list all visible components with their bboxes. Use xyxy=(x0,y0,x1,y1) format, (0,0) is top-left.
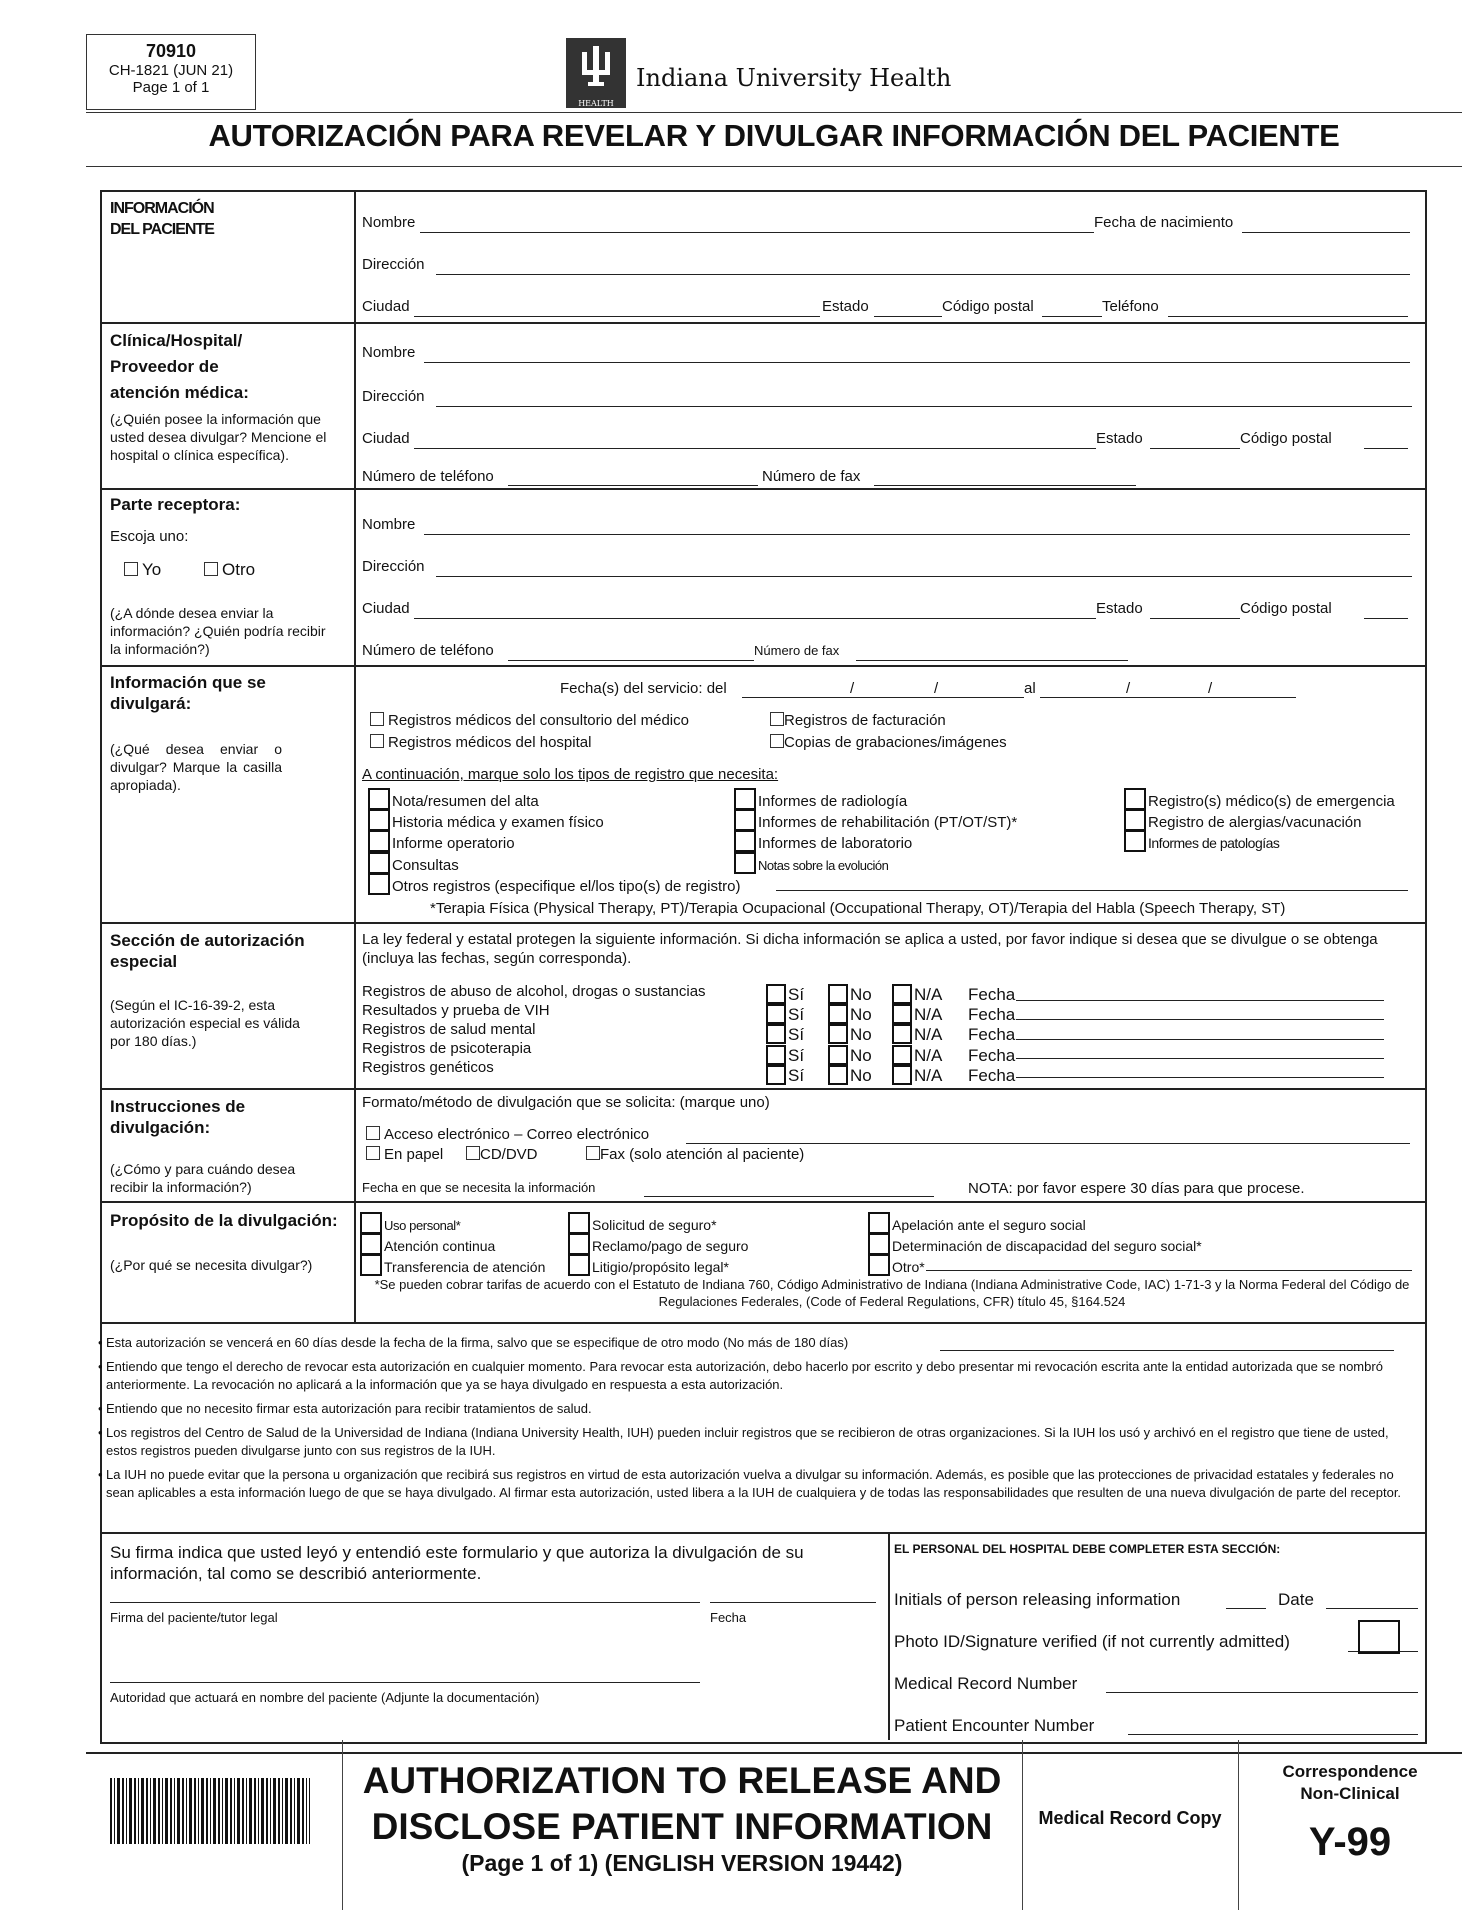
checkbox[interactable] xyxy=(370,712,384,726)
format-electronic[interactable] xyxy=(366,1126,649,1143)
no-checkbox[interactable] xyxy=(828,1065,848,1085)
fecha-label: Fecha xyxy=(968,1005,1016,1025)
patient-signature-field[interactable] xyxy=(110,1602,700,1603)
special-item: Registros de abuso de alcohol, drogas o sustancias xyxy=(362,983,706,1000)
purpose-note: (¿Por qué se necesita divulgar?) xyxy=(110,1257,313,1273)
option-label: Litigio/propósito legal* xyxy=(592,1259,729,1275)
provider-phone-field[interactable] xyxy=(508,485,758,486)
recipient-phone-label: Número de teléfono xyxy=(362,642,494,659)
form-number: 70910 xyxy=(145,41,197,61)
special-date-field[interactable] xyxy=(1016,1019,1384,1020)
recipient-otro-option[interactable] xyxy=(204,560,255,580)
option-label: Registros de facturación xyxy=(784,712,946,729)
patient-name-label: Nombre xyxy=(362,214,416,231)
row-divider xyxy=(100,1088,1425,1090)
rec-radiology[interactable] xyxy=(734,788,907,810)
si-checkbox[interactable] xyxy=(766,1045,786,1065)
option-label: Otro* xyxy=(892,1259,925,1275)
checkbox[interactable] xyxy=(770,712,784,726)
label-column-divider xyxy=(354,190,356,1322)
row-divider xyxy=(100,488,1425,490)
checkbox[interactable] xyxy=(368,873,390,895)
bullet-no-sign-needed: • Entiendo que no necesito firmar esta autorización para recibir tratamientos de salud. xyxy=(106,1400,1406,1418)
footer-code: Y-99 xyxy=(1308,1820,1392,1864)
rec-consults[interactable] xyxy=(368,852,459,874)
recipient-address-field[interactable] xyxy=(436,576,1412,577)
checkbox[interactable] xyxy=(568,1233,590,1255)
checkbox[interactable] xyxy=(734,852,756,874)
patient-zip-field[interactable] xyxy=(1042,316,1102,317)
na-checkbox[interactable] xyxy=(892,984,912,1004)
na-checkbox[interactable] xyxy=(892,1065,912,1085)
signature-divider xyxy=(888,1532,890,1740)
staff-mrn-label: Medical Record Number xyxy=(894,1674,1078,1693)
bullet-expiry: • Esta autorización se vencerá en 60 días desde la fecha de la firma, salvo que se especifique de otro modo (No más de 180 días) xyxy=(106,1334,1406,1352)
special-item: Registros de salud mental xyxy=(362,1021,536,1038)
rec-rehab[interactable] xyxy=(734,809,1017,831)
option-label: Registro(s) médico(s) de emergencia xyxy=(1148,793,1395,810)
footer-nonclinical: Non-Clinical xyxy=(1300,1784,1400,1803)
provider-state-label: Estado xyxy=(1096,430,1143,447)
record-types-label: A continuación, marque solo los tipos de registro que necesita: xyxy=(362,766,779,783)
footer-title-2: DISCLOSE PATIENT INFORMATION xyxy=(371,1806,993,1847)
checkbox[interactable] xyxy=(204,562,218,576)
checkbox[interactable] xyxy=(586,1146,600,1160)
staff-photo-label: Photo ID/Signature verified (if not currently admitted) xyxy=(894,1632,1290,1651)
purpose-heading: Propósito de la divulgación: xyxy=(110,1211,338,1230)
gen-office-records[interactable] xyxy=(370,712,689,729)
signature-date-label: Fecha xyxy=(710,1610,747,1625)
iu-logo xyxy=(566,38,626,108)
option-label: Fax (solo atención al paciente) xyxy=(600,1146,805,1163)
row-divider xyxy=(100,322,1425,324)
row-divider xyxy=(100,1532,1425,1534)
rec-progress-notes[interactable] xyxy=(734,852,888,874)
divider xyxy=(86,112,1462,113)
si-checkbox[interactable] xyxy=(766,1024,786,1044)
staff-initials-field[interactable] xyxy=(1226,1608,1266,1609)
trident-icon xyxy=(566,38,626,94)
signature-statement: Su firma indica que usted leyó y entendió este formulario y que autoriza la divulgación de su información, tal como se describió anteriormente. xyxy=(110,1543,804,1583)
footer-col-divider xyxy=(1238,1740,1239,1910)
photo-verified-checkbox[interactable] xyxy=(1358,1620,1400,1654)
option-label: En papel xyxy=(384,1146,444,1163)
brand-name: Indiana University Health xyxy=(636,64,952,92)
purpose-other-field[interactable] xyxy=(926,1270,1412,1271)
special-choice-row xyxy=(766,1065,1015,1085)
option-label: Historia médica y examen físico xyxy=(392,814,604,831)
rec-pathology[interactable] xyxy=(1124,830,1279,852)
row-divider xyxy=(100,922,1425,924)
special-choice-row xyxy=(766,1045,1015,1065)
bullet-iuh-records: • Los registros del Centro de Salud de la Universidad de Indiana (Indiana University Health, IUH) pueden incluir registros que se recibieron de otras organizaciones. Si la IUH los usó y archivó en el registro que tiene de usted, estos registros pueden divulgarse junto con sus registros de la IUH. xyxy=(106,1424,1406,1460)
si-label: Sí xyxy=(788,985,805,1004)
checkbox[interactable] xyxy=(770,734,784,748)
option-label: Apelación ante el seguro social xyxy=(892,1217,1086,1233)
info-heading: Información que se divulgará: xyxy=(110,673,266,713)
purpose-legal[interactable] xyxy=(568,1254,729,1276)
special-items xyxy=(362,982,706,1077)
special-heading: Sección de autorización especial xyxy=(110,931,305,971)
checkbox[interactable] xyxy=(734,809,756,831)
no-label: No xyxy=(850,1045,872,1065)
authority-signature-field[interactable] xyxy=(110,1682,700,1683)
checkbox[interactable] xyxy=(370,734,384,748)
signature-date-field[interactable] xyxy=(710,1602,876,1603)
staff-pen-field[interactable] xyxy=(1128,1734,1418,1735)
checkbox[interactable] xyxy=(368,809,390,831)
no-label: No xyxy=(850,985,872,1004)
bullet-revoke: • Entiendo que tengo el derecho de revocar esta autorización en cualquier momento. Para revocar esta autorización, debo hacerlo por escrito y debo presentar mi revocación escrita ante la entidad autorizada que se nombró anteriormente. La revocación no aplicará a la información que ya se haya divulgado en respuesta a esta autorización. xyxy=(106,1358,1406,1394)
si-checkbox[interactable] xyxy=(766,1004,786,1024)
purpose-ss-disability[interactable] xyxy=(868,1233,1202,1255)
option-label: Registro de alergias/vacunación xyxy=(1148,814,1362,831)
special-intro: La ley federal y estatal protegen la siguiente información. Si dicha información se aplica a usted, por favor indique si desea que se divulgue o se obtenga (incluya las fechas, según corresponda). xyxy=(362,931,1378,967)
recipient-zip-label: Código postal xyxy=(1240,600,1332,617)
option-label: Yo xyxy=(142,560,162,579)
form-page: Page 1 of 1 xyxy=(132,79,210,96)
rec-other[interactable] xyxy=(368,873,740,895)
si-checkbox[interactable] xyxy=(766,984,786,1004)
purpose-other[interactable] xyxy=(868,1254,925,1276)
si-label: Sí xyxy=(788,1045,805,1065)
na-checkbox[interactable] xyxy=(892,1024,912,1044)
date-needed-label: Fecha en que se necesita la información xyxy=(362,1180,596,1195)
no-checkbox[interactable] xyxy=(828,1004,848,1024)
recipient-zip-field[interactable] xyxy=(1364,618,1408,619)
bullet-redisclosure: • La IUH no puede evitar que la persona u organización que recibirá sus registros en virtud de esta autorización vuelva a divulgar su información. Además, es posible que las protecciones de privacidad estatales y federales no sean aplicables a esta información luego de que se haya divulgado. Al firmar esta autorización, usted libera a la IUH de cualquiera y de todas las responsabilidades que resulten de una nueva divulgación de parte del receptor. xyxy=(106,1466,1406,1502)
checkbox[interactable] xyxy=(368,830,390,852)
recipient-yo-option[interactable] xyxy=(124,560,161,580)
patient-phone-field[interactable] xyxy=(1168,316,1408,317)
patient-state-field[interactable] xyxy=(874,316,942,317)
si-label: Sí xyxy=(788,1005,805,1025)
special-choice-row xyxy=(766,1024,1015,1044)
recipient-state-field[interactable] xyxy=(1150,618,1240,619)
na-checkbox[interactable] xyxy=(892,1004,912,1024)
service-date-from-field[interactable] xyxy=(742,697,1024,698)
recipient-city-label: Ciudad xyxy=(362,600,410,617)
checkbox[interactable] xyxy=(868,1233,890,1255)
staff-mrn-field[interactable] xyxy=(1106,1692,1418,1693)
checkbox[interactable] xyxy=(568,1254,590,1276)
checkbox[interactable] xyxy=(568,1212,590,1234)
no-checkbox[interactable] xyxy=(828,1024,848,1044)
recipient-state-label: Estado xyxy=(1096,600,1143,617)
special-choice-row xyxy=(766,984,1015,1004)
na-label: N/A xyxy=(914,1045,943,1065)
gen-imaging-copies[interactable] xyxy=(770,734,1007,751)
staff-initials-label: Initials of person releasing information xyxy=(894,1590,1181,1609)
provider-fax-label: Número de fax xyxy=(762,468,861,485)
special-note: (Según el IC-16-39-2, esta autorización especial es válida por 180 días.) xyxy=(110,997,300,1049)
rec-emergency[interactable] xyxy=(1124,788,1395,810)
therapy-note: *Terapia Física (Physical Therapy, PT)/Terapia Ocupacional (Occupational Therapy, OT)/Terapia del Habla (Speech Therapy, ST) xyxy=(430,900,1286,917)
option-label: Informes de laboratorio xyxy=(758,835,913,852)
special-choices xyxy=(766,984,1015,1085)
si-label: Sí xyxy=(788,1065,805,1085)
staff-heading: EL PERSONAL DEL HOSPITAL DEBE COMPLETER ESTA SECCIÓN: xyxy=(894,1542,1281,1556)
date-separator: / xyxy=(850,680,855,697)
footer-copy-label: Medical Record Copy xyxy=(1038,1808,1222,1828)
date-separator: / xyxy=(934,680,939,697)
si-label: Sí xyxy=(788,1025,805,1045)
recipient-fax-field[interactable] xyxy=(856,660,1128,661)
patient-address-label: Dirección xyxy=(362,256,425,273)
patient-name-field[interactable] xyxy=(420,232,1094,233)
option-label: Notas sobre la evolución xyxy=(758,858,889,873)
recipient-fax-label: Número de fax xyxy=(754,643,840,658)
footer-divider xyxy=(86,1752,1462,1754)
patient-address-field[interactable] xyxy=(436,274,1410,275)
email-field[interactable] xyxy=(686,1143,1410,1144)
no-checkbox[interactable] xyxy=(828,984,848,1004)
staff-pen-label: Patient Encounter Number xyxy=(894,1716,1095,1735)
fecha-label: Fecha xyxy=(968,985,1016,1004)
staff-date-label: Date xyxy=(1278,1590,1314,1609)
purpose-ss-appeal[interactable] xyxy=(868,1212,1086,1234)
purpose-personal[interactable] xyxy=(360,1212,460,1234)
provider-city-field[interactable] xyxy=(414,448,1096,449)
checkbox[interactable] xyxy=(1124,830,1146,852)
checkbox[interactable] xyxy=(366,1146,380,1160)
format-label: Formato/método de divulgación que se solicita: (marque uno) xyxy=(362,1094,770,1111)
option-label: Registros médicos del consultorio del médico xyxy=(388,712,689,729)
instructions-heading: Instrucciones de divulgación: xyxy=(110,1097,246,1137)
divider xyxy=(86,166,1462,167)
recipient-address-label: Dirección xyxy=(362,558,425,575)
service-date-to-field[interactable] xyxy=(1040,697,1296,698)
provider-state-field[interactable] xyxy=(1150,448,1240,449)
format-paper[interactable] xyxy=(366,1146,443,1163)
no-label: No xyxy=(850,1065,872,1085)
gen-hospital-records[interactable] xyxy=(370,734,591,751)
no-label: No xyxy=(850,1025,872,1045)
patient-city-label: Ciudad xyxy=(362,298,410,315)
option-label: Solicitud de seguro* xyxy=(592,1217,717,1233)
option-label: Informes de radiología xyxy=(758,793,908,810)
checkbox[interactable] xyxy=(1124,809,1146,831)
footer-col-divider xyxy=(342,1740,343,1910)
format-cd[interactable] xyxy=(466,1146,538,1163)
option-label: Otros registros (especifique el/los tipo(s) de registro) xyxy=(392,878,741,895)
purpose-continuing[interactable] xyxy=(360,1233,495,1255)
checkbox[interactable] xyxy=(360,1254,382,1276)
option-label: Atención continua xyxy=(384,1238,496,1254)
row-divider xyxy=(100,1201,1425,1203)
recipient-name-field[interactable] xyxy=(424,534,1410,535)
barcode xyxy=(110,1778,310,1844)
expiry-field[interactable] xyxy=(940,1350,1394,1351)
checkbox[interactable] xyxy=(1124,788,1146,810)
info-note: (¿Qué desea enviar o divulgar? Marque la casilla apropiada). xyxy=(110,741,282,793)
option-label: Acceso electrónico – Correo electrónico xyxy=(384,1126,650,1143)
checkbox[interactable] xyxy=(368,788,390,810)
form-code: CH-1821 (JUN 21) xyxy=(108,62,234,79)
provider-phone-label: Número de teléfono xyxy=(362,468,494,485)
rec-discharge[interactable] xyxy=(368,788,539,810)
checkbox[interactable] xyxy=(368,852,390,874)
purpose-transfer[interactable] xyxy=(360,1254,545,1276)
patient-phone-label: Teléfono xyxy=(1102,298,1159,315)
option-label: Copias de grabaciones/imágenes xyxy=(784,734,1007,751)
form-id-box xyxy=(86,34,256,110)
checkbox[interactable] xyxy=(360,1233,382,1255)
date-separator: / xyxy=(1208,680,1213,697)
row-divider xyxy=(100,1322,1425,1324)
service-dates-al: al xyxy=(1024,680,1036,697)
no-label: No xyxy=(850,1005,872,1025)
provider-heading: Clínica/Hospital/ Proveedor de atención médica: xyxy=(110,331,249,402)
rec-lab[interactable] xyxy=(734,830,912,852)
provider-name-label: Nombre xyxy=(362,344,416,361)
recipient-note: (¿A dónde desea enviar la información? ¿Quién podría recibir la información?) xyxy=(110,605,326,657)
instructions-note: (¿Cómo y para cuándo desea recibir la información?) xyxy=(110,1161,296,1195)
logo-text: HEALTH xyxy=(578,99,614,108)
si-checkbox[interactable] xyxy=(766,1065,786,1085)
checkbox[interactable] xyxy=(466,1146,480,1160)
special-date-field[interactable] xyxy=(1016,1039,1384,1040)
checkbox[interactable] xyxy=(360,1212,382,1234)
rec-operative[interactable] xyxy=(368,830,515,852)
special-date-field[interactable] xyxy=(1016,1058,1384,1059)
patient-dob-label: Fecha de nacimiento xyxy=(1094,214,1234,231)
na-label: N/A xyxy=(914,1065,943,1085)
footer-subtitle: (Page 1 of 1) (ENGLISH VERSION 19442) xyxy=(461,1850,903,1876)
provider-note: (¿Quién posee la información que usted desea divulgar? Mencione el hospital o clínica específica). xyxy=(110,411,327,463)
option-label: Determinación de discapacidad del seguro social* xyxy=(892,1238,1202,1254)
option-label: Uso personal* xyxy=(384,1218,461,1233)
checkbox[interactable] xyxy=(124,562,138,576)
patient-state-label: Estado xyxy=(822,298,869,315)
special-item: Registros de psicoterapia xyxy=(362,1040,532,1057)
recipient-phone-field[interactable] xyxy=(508,660,754,661)
option-label: CD/DVD xyxy=(480,1146,538,1163)
no-checkbox[interactable] xyxy=(828,1045,848,1065)
gen-billing-records[interactable] xyxy=(770,712,946,729)
option-label: Reclamo/pago de seguro xyxy=(592,1238,749,1254)
purpose-insurance-claim[interactable] xyxy=(568,1233,748,1255)
option-label: Informe operatorio xyxy=(392,835,515,852)
signature-label: Firma del paciente/tutor legal xyxy=(110,1610,278,1625)
checkbox[interactable] xyxy=(868,1254,890,1276)
option-label: Consultas xyxy=(392,857,459,874)
footer-title-1: AUTHORIZATION TO RELEASE AND xyxy=(362,1760,1002,1801)
provider-fax-field[interactable] xyxy=(874,485,1136,486)
na-checkbox[interactable] xyxy=(892,1045,912,1065)
rec-allergy[interactable] xyxy=(1124,809,1361,831)
checkbox[interactable] xyxy=(868,1212,890,1234)
patient-heading: INFORMACIÓN DEL PACIENTE xyxy=(110,200,214,238)
provider-zip-field[interactable] xyxy=(1364,448,1408,449)
rec-other-field[interactable] xyxy=(776,890,1408,891)
fecha-label: Fecha xyxy=(968,1025,1016,1045)
provider-address-field[interactable] xyxy=(436,406,1412,407)
format-fax[interactable] xyxy=(586,1146,804,1163)
option-label: Nota/resumen del alta xyxy=(392,793,539,810)
na-label: N/A xyxy=(914,1025,943,1045)
processing-note: NOTA: por favor espere 30 días para que procese. xyxy=(968,1180,1305,1197)
option-label: Registros médicos del hospital xyxy=(388,734,592,751)
service-dates-label: Fecha(s) del servicio: del xyxy=(560,680,727,697)
date-needed-field[interactable] xyxy=(644,1196,934,1197)
rec-history[interactable] xyxy=(368,809,604,831)
option-label: Informes de rehabilitación (PT/OT/ST)* xyxy=(758,814,1018,831)
na-label: N/A xyxy=(914,985,943,1004)
provider-address-label: Dirección xyxy=(362,388,425,405)
page-title: AUTORIZACIÓN PARA REVELAR Y DIVULGAR INFORMACIÓN DEL PACIENTE xyxy=(208,118,1340,153)
recipient-name-label: Nombre xyxy=(362,516,416,533)
fecha-label: Fecha xyxy=(968,1065,1016,1085)
checkbox[interactable] xyxy=(366,1126,380,1140)
date-separator: / xyxy=(1126,680,1131,697)
option-label: Otro xyxy=(222,560,256,579)
special-item: Resultados y prueba de VIH xyxy=(362,1002,550,1019)
provider-zip-label: Código postal xyxy=(1240,430,1332,447)
recipient-city-field[interactable] xyxy=(414,618,1096,619)
authority-label: Autoridad que actuará en nombre del paciente (Adjunte la documentación) xyxy=(110,1690,540,1705)
checkbox[interactable] xyxy=(734,830,756,852)
special-item: Registros genéticos xyxy=(362,1059,494,1076)
special-date-field[interactable] xyxy=(1016,1077,1384,1078)
provider-city-label: Ciudad xyxy=(362,430,410,447)
patient-dob-field[interactable] xyxy=(1242,232,1410,233)
na-label: N/A xyxy=(914,1005,943,1025)
patient-city-field[interactable] xyxy=(414,316,820,317)
recipient-choose-label: Escoja uno: xyxy=(110,528,189,545)
special-choice-row xyxy=(766,1004,1015,1024)
patient-zip-label: Código postal xyxy=(942,298,1034,315)
staff-date-field[interactable] xyxy=(1326,1608,1418,1609)
special-date-field[interactable] xyxy=(1016,1000,1384,1001)
recipient-heading: Parte receptora: xyxy=(110,495,241,514)
option-label: Informes de patologías xyxy=(1148,835,1280,851)
purpose-insurance-app[interactable] xyxy=(568,1212,717,1234)
row-divider xyxy=(100,665,1425,667)
provider-name-field[interactable] xyxy=(424,362,1410,363)
footer-col-divider xyxy=(1022,1740,1023,1910)
fecha-label: Fecha xyxy=(968,1045,1016,1065)
option-label: Transferencia de atención xyxy=(384,1259,546,1275)
fee-note: *Se pueden cobrar tarifas de acuerdo con el Estatuto de Indiana 760, Código Administrativo de Indiana (Indiana Administrative Code, IAC) 1-71-3 y la Norma Federal del Código de Regulaciones Federales, (Code of Federal Regulations, CFR) título 45, §164.524 xyxy=(374,1277,1410,1309)
footer-corr: Correspondence xyxy=(1282,1762,1418,1781)
checkbox[interactable] xyxy=(734,788,756,810)
